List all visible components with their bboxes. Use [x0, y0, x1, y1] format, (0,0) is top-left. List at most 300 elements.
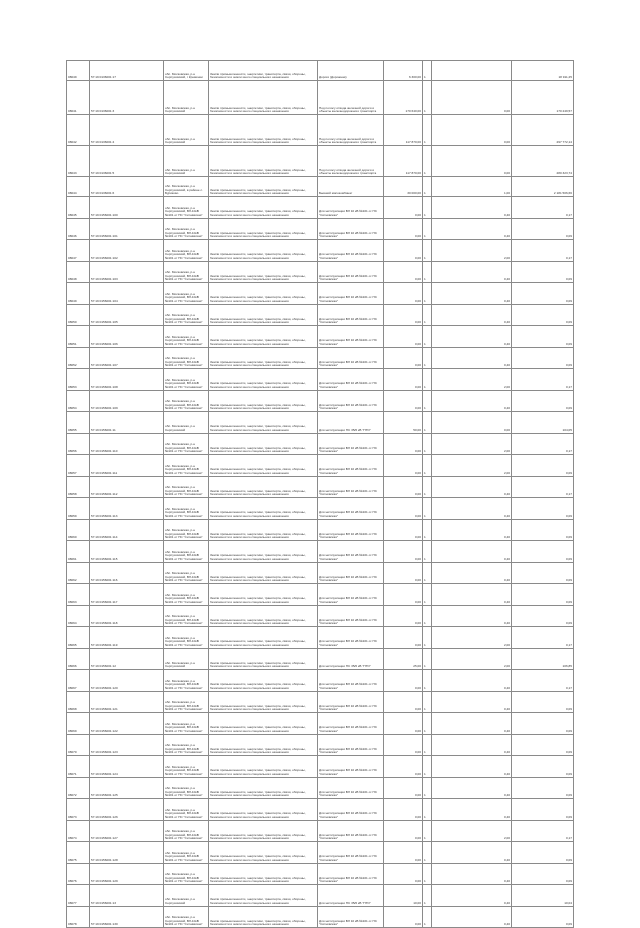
cell-row-id: 08060 — [67, 519, 90, 541]
cell-land-category: Земли промышленности, энергетики, транспорта, связи, обороны, безопасности и земли иного специального назначения — [209, 648, 318, 670]
cell-location: обл. Московская, р-н Серпуховский, ВЛ-10кВ №101 от ПС "Ситнёвская" — [164, 369, 209, 391]
cell-rate: 1 — [423, 713, 432, 735]
cell-permitted-use: Для эксплуатации ВЛ 10 кВ №101 от ПС "Ситнёвская" — [318, 433, 384, 455]
cell-location: обл. Московская, р-н Серпуховский, ВЛ-10кВ №101 от ПС "Ситнёвская" — [164, 347, 209, 369]
registry-table — [66, 60, 574, 928]
cell-row-id: 08065 — [67, 627, 90, 649]
cell-rate: 1 — [423, 648, 432, 670]
cell-area: 0,00 — [384, 713, 423, 735]
cell-land-category: Земли промышленности, энергетики, транспорта, связи, обороны, безопасности и земли иного специального назначения — [209, 713, 318, 735]
cell-rate: 1 — [423, 177, 432, 197]
cell-area: 0,00 — [384, 519, 423, 541]
cell-tax-base: 2,00 — [432, 627, 512, 649]
cell-permitted-use: Для эксплуатации ВЛ 10 кВ №101 от ПС "Ситнёвская" — [318, 756, 384, 778]
cell-tax-amount: 0,17 — [512, 476, 574, 498]
cell-location: обл. Московская, р-н Серпуховский, ВЛ-10кВ №101 от ПС "Ситнёвская" — [164, 562, 209, 584]
cell-rate: 1 — [423, 777, 432, 799]
cell-cadastral-number: 57:19:0156001:101 — [90, 218, 164, 240]
cell-area: 0,00 — [384, 541, 423, 563]
cell-location: обл. Московская, р-н Серпуховский, ВЛ-10кВ №101 от ПС "Ситнёвская" — [164, 605, 209, 627]
cell-area: 0,00 — [384, 240, 423, 262]
cell-area: 0,00 — [384, 197, 423, 219]
cell-cadastral-number: 57:19:0136001:4 — [90, 115, 164, 146]
cell-row-id: 08072 — [67, 777, 90, 799]
table-row — [67, 820, 574, 842]
cell-land-category: Земли промышленности, энергетики, транспорта, связи, обороны, безопасности и земли иного специального назначения — [209, 842, 318, 864]
table-row — [67, 240, 574, 262]
cell-tax-amount: 0,09 — [512, 347, 574, 369]
cell-cadastral-number: 57:19:0156001:109 — [90, 390, 164, 412]
cell-permitted-use: Для эксплуатации ВЛ 10 кВ №101 от ПС "Ситнёвская" — [318, 498, 384, 520]
cell-area: 6 300,00 — [384, 61, 423, 81]
table-row — [67, 885, 574, 907]
cell-tax-amount: 0,17 — [512, 433, 574, 455]
table-row — [67, 347, 574, 369]
cell-land-category: Земли промышленности, энергетики, транспорта, связи, обороны, безопасности и земли иного специального назначения — [209, 61, 318, 81]
table-row — [67, 906, 574, 928]
cell-permitted-use: Для эксплуатации ВЛ 10 кВ №101 от ПС "Ситнёвская" — [318, 584, 384, 606]
cell-land-category: Земли промышленности, энергетики, транспорта, связи, обороны, безопасности и земли иного специального назначения — [209, 584, 318, 606]
cell-rate: 1 — [423, 885, 432, 907]
cell-location: обл. Московская, р-н Серпуховский, ВЛ-10кВ №101 от ПС "Ситнёвская" — [164, 541, 209, 563]
cell-permitted-use: Для эксплуатации ВЛ 10 кВ №101 от ПС "Ситнёвская" — [318, 777, 384, 799]
cell-location: обл. Московская, р-н Серпуховский, ВЛ-10кВ №101 от ПС "Ситнёвская" — [164, 519, 209, 541]
cell-rate: 1 — [423, 61, 432, 81]
cell-location: обл. Московская, р-н Серпуховский, ВЛ-10кВ №101 от ПС "Ситнёвская" — [164, 455, 209, 477]
cell-tax-amount: 0,09 — [512, 519, 574, 541]
table-row — [67, 261, 574, 283]
cell-tax-amount: 0,09 — [512, 218, 574, 240]
cell-row-id: 08042 — [67, 115, 90, 146]
cell-land-category: Земли промышленности, энергетики, транспорта, связи, обороны, безопасности и земли иного специального назначения — [209, 197, 318, 219]
cell-tax-amount: 0,17 — [512, 240, 574, 262]
cell-area: 10,00 — [384, 885, 423, 907]
cell-permitted-use: Для эксплуатации ВЛ 10 кВ №101 от ПС "Ситнёвская" — [318, 304, 384, 326]
cell-tax-base: 0,40 — [432, 326, 512, 348]
cell-cadastral-number: 57:19:0156001:121 — [90, 691, 164, 713]
table-row — [67, 412, 574, 434]
cell-location: обл. Московская, р-н Серпуховский — [164, 146, 209, 177]
table-row — [67, 863, 574, 885]
cell-tax-base: 0,00 — [432, 115, 512, 146]
cell-row-id: 08045 — [67, 197, 90, 219]
cell-row-id: 08046 — [67, 218, 90, 240]
cell-cadastral-number: 57:19:0156001:124 — [90, 756, 164, 778]
table-row — [67, 177, 574, 197]
cell-cadastral-number: 57:19:0156001:104 — [90, 283, 164, 305]
cell-rate: 1 — [423, 326, 432, 348]
table-row — [67, 326, 574, 348]
cell-rate: 1 — [423, 197, 432, 219]
cell-cadastral-number: 57:19:0156001:127 — [90, 820, 164, 842]
cell-tax-base: 0,40 — [432, 777, 512, 799]
cell-location: обл. Московская, р-н Серпуховский, ВЛ-10кВ №101 от ПС "Ситнёвская" — [164, 283, 209, 305]
cell-land-category: Земли промышленности, энергетики, транспорта, связи, обороны, безопасности и земли иного специального назначения — [209, 218, 318, 240]
cell-area: 0,00 — [384, 670, 423, 692]
cell-area: 0,00 — [384, 476, 423, 498]
cell-area: 0,00 — [384, 691, 423, 713]
cell-tax-base: 0,40 — [432, 519, 512, 541]
cell-permitted-use: Для эксплуатации ВЛ 10 кВ №101 от ПС "Ситнёвская" — [318, 476, 384, 498]
cell-tax-base: 0,40 — [432, 799, 512, 821]
cell-area: 0,00 — [384, 863, 423, 885]
cell-row-id: 08049 — [67, 61, 90, 81]
table-row — [67, 541, 574, 563]
cell-area: 0,00 — [384, 842, 423, 864]
cell-location: обл. Московская, р-н Серпуховский, ВЛ-10кВ №101 от ПС "Ситнёвская" — [164, 240, 209, 262]
cell-land-category: Земли промышленности, энергетики, транспорта, связи, обороны, безопасности и земли иного специального назначения — [209, 906, 318, 928]
cell-cadastral-number: 57:19:0156001:113 — [90, 498, 164, 520]
cell-tax-amount: 106,85 — [512, 648, 574, 670]
cell-location: обл. Московская, р-н Серпуховский, ВЛ-10кВ №101 от ПС "Ситнёвская" — [164, 863, 209, 885]
cell-permitted-use: Для эксплуатации ВЛ 10 кВ №101 от ПС "Ситнёвская" — [318, 605, 384, 627]
table-row — [67, 81, 574, 115]
cell-land-category: Земли промышленности, энергетики, транспорта, связи, обороны, безопасности и земли иного специального назначения — [209, 562, 318, 584]
cell-location: обл. Московская, р-н Серпуховский — [164, 885, 209, 907]
cell-tax-amount: 0,17 — [512, 627, 574, 649]
cell-rate: 1 — [423, 734, 432, 756]
cell-permitted-use: Для эксплуатации ВЛ 10 кВ №101 от ПС "Ситнёвская" — [318, 713, 384, 735]
cell-rate: 1 — [423, 369, 432, 391]
cell-tax-amount: 0,17 — [512, 369, 574, 391]
cell-area: 0,00 — [384, 906, 423, 928]
cell-permitted-use: Для эксплуатации ВЛ 10 кВ №101 от ПС "Ситнёвская" — [318, 455, 384, 477]
cell-permitted-use: Для эксплуатации ВЛ 10 кВ №101 от ПС "Ситнёвская" — [318, 863, 384, 885]
cell-tax-base: 0,40 — [432, 734, 512, 756]
cell-tax-amount: 0,09 — [512, 498, 574, 520]
cell-area: 0,00 — [384, 304, 423, 326]
cell-cadastral-number: 57:19:0156001:128 — [90, 842, 164, 864]
table-row — [67, 691, 574, 713]
cell-permitted-use: Для эксплуатации ВЛ 10 кВ №101 от ПС "Ситнёвская" — [318, 799, 384, 821]
cell-location: обл. Московская, р-н Серпуховский, ВЛ-10кВ №101 от ПС "Ситнёвская" — [164, 390, 209, 412]
cell-tax-amount: 0,09 — [512, 842, 574, 864]
cell-cadastral-number: 57:19:0156001:108 — [90, 369, 164, 391]
cell-rate: 1 — [423, 799, 432, 821]
cell-row-id: 08074 — [67, 820, 90, 842]
cell-land-category: Земли промышленности, энергетики, транспорта, связи, обороны, безопасности и земли иного специального назначения — [209, 304, 318, 326]
cell-land-category: Земли промышленности, энергетики, транспорта, связи, обороны, безопасности и земли иного специального назначения — [209, 347, 318, 369]
cell-location: обл. Московская, р-н Серпуховский, ВЛ-10кВ №101 от ПС "Ситнёвская" — [164, 799, 209, 821]
cell-land-category: Земли промышленности, энергетики, транспорта, связи, обороны, безопасности и земли иного специального назначения — [209, 369, 318, 391]
cell-land-category: Земли промышленности, энергетики, транспорта, связи, обороны, безопасности и земли иного специального назначения — [209, 412, 318, 434]
cell-land-category: Земли промышленности, энергетики, транспорта, связи, обороны, безопасности и земли иного специального назначения — [209, 863, 318, 885]
cell-location: обл. Московская, р-н Серпуховский, ВЛ-10кВ №101 от ПС "Ситнёвская" — [164, 197, 209, 219]
cell-permitted-use: Под полосу отвода железной дороги и объекты железнодорожного транспорта — [318, 115, 384, 146]
cell-permitted-use: Для эксплуатации ВЛ 10 кВ №101 от ПС "Ситнёвская" — [318, 369, 384, 391]
cell-tax-amount: 0,09 — [512, 734, 574, 756]
table-row — [67, 197, 574, 219]
table-row — [67, 390, 574, 412]
cell-row-id: 08064 — [67, 605, 90, 627]
cell-tax-amount: 0,09 — [512, 799, 574, 821]
table-row — [67, 283, 574, 305]
cell-cadastral-number: 57:19:0156001:126 — [90, 799, 164, 821]
cell-permitted-use: Для эксплуатации ВЛ 10 кВ №101 от ПС "Ситнёвская" — [318, 218, 384, 240]
cell-row-id: 08078 — [67, 906, 90, 928]
cell-tax-amount: 0,09 — [512, 713, 574, 735]
table-row — [67, 648, 574, 670]
cell-row-id: 08066 — [67, 648, 90, 670]
table-row — [67, 562, 574, 584]
cell-land-category: Земли промышленности, энергетики, транспорта, связи, обороны, безопасности и земли иного специального назначения — [209, 390, 318, 412]
cell-row-id: 08076 — [67, 863, 90, 885]
cell-cadastral-number: 57:19:0136001:5 — [90, 146, 164, 177]
cell-tax-base: 0,40 — [432, 691, 512, 713]
cell-permitted-use: Для эксплуатации ВЛ 10 кВ №101 от ПС "Ситнёвская" — [318, 519, 384, 541]
cell-permitted-use: Для эксплуатации ВЛ 10 кВ №101 от ПС "Ситнёвская" — [318, 347, 384, 369]
cell-cadastral-number: 57:19:0156001:116 — [90, 562, 164, 584]
table-row — [67, 304, 574, 326]
cell-row-id: 08067 — [67, 670, 90, 692]
cell-permitted-use: Для эксплуатации ПС 35/6 кВ "ПТО" — [318, 648, 384, 670]
cell-cadastral-number: 57:19:0156001:118 — [90, 605, 164, 627]
cell-area: 0,00 — [384, 605, 423, 627]
cell-cadastral-number: 57:19:0156001:115 — [90, 541, 164, 563]
cell-tax-base: 0,40 — [432, 842, 512, 864]
cell-land-category: Земли промышленности, энергетики, транспорта, связи, обороны, безопасности и земли иного специального назначения — [209, 799, 318, 821]
cell-land-category: Земли промышленности, энергетики, транспорта, связи, обороны, безопасности и земли иного специального назначения — [209, 261, 318, 283]
cell-location: обл. Московская, р-н Серпуховский, ВЛ-10кВ №101 от ПС "Ситнёвская" — [164, 584, 209, 606]
cell-row-id: 08071 — [67, 756, 90, 778]
cell-tax-base: 0,00 — [432, 412, 512, 434]
table-row — [67, 146, 574, 177]
cell-area: 30 000,00 — [384, 177, 423, 197]
cell-rate: 1 — [423, 347, 432, 369]
cell-land-category: Земли промышленности, энергетики, транспорта, связи, обороны, безопасности и земли иного специального назначения — [209, 885, 318, 907]
cell-permitted-use: Для эксплуатации ВЛ 10 кВ №101 от ПС "Ситнёвская" — [318, 240, 384, 262]
cell-location: обл. Московская, р-н Серпуховский, ВЛ-10кВ №101 от ПС "Ситнёвская" — [164, 734, 209, 756]
table-row — [67, 605, 574, 627]
cell-location: обл. Московская, р-н Серпуховский — [164, 81, 209, 115]
cell-tax-base: 0,40 — [432, 713, 512, 735]
table-row — [67, 433, 574, 455]
cell-tax-amount: 0,17 — [512, 820, 574, 842]
cell-land-category: Земли промышленности, энергетики, транспорта, связи, обороны, безопасности и земли иного специального назначения — [209, 81, 318, 115]
cell-land-category: Земли промышленности, энергетики, транспорта, связи, обороны, безопасности и земли иного специального назначения — [209, 433, 318, 455]
cell-tax-base: 0,40 — [432, 541, 512, 563]
cell-tax-base: 0,40 — [432, 562, 512, 584]
cell-land-category: Земли промышленности, энергетики, транспорта, связи, обороны, безопасности и земли иного специального назначения — [209, 627, 318, 649]
cell-cadastral-number: 57:19:0156001:13 — [90, 885, 164, 907]
cell-area: 0,00 — [384, 326, 423, 348]
cell-cadastral-number: 57:19:0156001:125 — [90, 777, 164, 799]
cell-tax-amount: 0,09 — [512, 455, 574, 477]
cell-tax-amount: 0,09 — [512, 756, 574, 778]
table-row — [67, 842, 574, 864]
cell-permitted-use: Для эксплуатации ВЛ 10 кВ №101 от ПС "Ситнёвская" — [318, 691, 384, 713]
cell-area: 0,00 — [384, 820, 423, 842]
cell-permitted-use: Для эксплуатации ВЛ 10 кВ №101 от ПС "Ситнёвская" — [318, 390, 384, 412]
cell-tax-base: 0,00 — [432, 81, 512, 115]
table-row — [67, 777, 574, 799]
cell-tax-amount: 10,04 — [512, 885, 574, 907]
cell-permitted-use: Для эксплуатации ВЛ 10 кВ №101 от ПС "Ситнёвская" — [318, 842, 384, 864]
cell-tax-amount: 0,09 — [512, 304, 574, 326]
cell-tax-base: 0,40 — [432, 218, 512, 240]
cell-rate: 1 — [423, 519, 432, 541]
cell-land-category: Земли промышленности, энергетики, транспорта, связи, обороны, безопасности и земли иного специального назначения — [209, 326, 318, 348]
table-row — [67, 115, 574, 146]
cell-row-id: 08043 — [67, 146, 90, 177]
cell-permitted-use: Для эксплуатации ВЛ 10 кВ №101 от ПС "Ситнёвская" — [318, 734, 384, 756]
cell-rate: 1 — [423, 498, 432, 520]
cell-area: 0,00 — [384, 455, 423, 477]
cell-row-id: 08058 — [67, 476, 90, 498]
cell-permitted-use: Для эксплуатации ВЛ 10 кВ №101 от ПС "Ситнёвская" — [318, 562, 384, 584]
cell-rate: 1 — [423, 146, 432, 177]
cell-location: обл. Московская, р-н Серпуховский — [164, 412, 209, 434]
cell-cadastral-number: 57:19:0136001:6 — [90, 177, 164, 197]
cell-row-id: 08051 — [67, 326, 90, 348]
table-row — [67, 498, 574, 520]
cell-cadastral-number: 57:19:0156001:105 — [90, 304, 164, 326]
cell-land-category: Земли промышленности, энергетики, транспорта, связи, обороны, безопасности и земли иного специального назначения — [209, 146, 318, 177]
cell-tax-amount: 0,09 — [512, 283, 574, 305]
cell-tax-amount: 0,09 — [512, 605, 574, 627]
cell-tax-amount: 104,05 — [512, 412, 574, 434]
cell-rate: 1 — [423, 562, 432, 584]
cell-tax-base: 0,40 — [432, 906, 512, 928]
cell-area: 0,00 — [384, 584, 423, 606]
cell-row-id: 08047 — [67, 240, 90, 262]
cell-tax-base: 2,00 — [432, 369, 512, 391]
cell-rate: 1 — [423, 240, 432, 262]
cell-location: обл. Московская, р-н Серпуховский, ВЛ-10кВ №101 от ПС "Ситнёвская" — [164, 691, 209, 713]
cell-cadastral-number: 57:19:0136001:17 — [90, 61, 164, 81]
cell-land-category: Земли промышленности, энергетики, транспорта, связи, обороны, безопасности и земли иного специального назначения — [209, 455, 318, 477]
cell-land-category: Земли промышленности, энергетики, транспорта, связи, обороны, безопасности и земли иного специального назначения — [209, 691, 318, 713]
cell-location: обл. Московская, р-н Серпуховский, ВЛ-10кВ №101 от ПС "Ситнёвская" — [164, 304, 209, 326]
table-row — [67, 713, 574, 735]
cell-cadastral-number: 57:19:0156001:106 — [90, 326, 164, 348]
cell-location: обл. Московская, р-н Серпуховский, ВЛ-10кВ №101 от ПС "Ситнёвская" — [164, 670, 209, 692]
cell-area: 0,00 — [384, 347, 423, 369]
cell-cadastral-number: 57:19:0156001:112 — [90, 476, 164, 498]
cell-area: 0,00 — [384, 756, 423, 778]
cell-rate: 1 — [423, 584, 432, 606]
cell-tax-amount: 0,09 — [512, 261, 574, 283]
cell-land-category: Земли промышленности, энергетики, транспорта, связи, обороны, безопасности и земли иного специального назначения — [209, 541, 318, 563]
cell-cadastral-number: 57:19:0156001:130 — [90, 906, 164, 928]
cell-location: обл. Московская, р-н Серпуховский — [164, 115, 209, 146]
cell-tax-base: 0,40 — [432, 584, 512, 606]
cell-area: 0,00 — [384, 627, 423, 649]
cell-cadastral-number: 57:19:0156001:12 — [90, 648, 164, 670]
cell-tax-base: 2,00 — [432, 820, 512, 842]
cell-rate: 1 — [423, 605, 432, 627]
cell-row-id: 08075 — [67, 842, 90, 864]
cell-area: 117 870,00 — [384, 115, 423, 146]
table-row — [67, 584, 574, 606]
cell-tax-amount: 280 323,74 — [512, 146, 574, 177]
cell-location: обл. Московская, р-н Серпуховский — [164, 648, 209, 670]
cell-row-id: 08073 — [67, 799, 90, 821]
cell-location: обл. Московская, р-н Серпуховский, ВЛ-10кВ №101 от ПС "Ситнёвская" — [164, 218, 209, 240]
cell-location: обл. Московская, р-н Серпуховский, ВЛ-10кВ №101 от ПС "Ситнёвская" — [164, 433, 209, 455]
cell-rate: 1 — [423, 691, 432, 713]
cell-rate: 1 — [423, 820, 432, 842]
cell-tax-base: 0,40 — [432, 261, 512, 283]
cell-rate: 1 — [423, 390, 432, 412]
cell-cadastral-number: 57:19:0156001:102 — [90, 240, 164, 262]
cell-row-id: 08062 — [67, 562, 90, 584]
cell-tax-amount: 0,09 — [512, 863, 574, 885]
cell-permitted-use: Под полосу отвода железной дороги и объекты железнодорожного транспорта — [318, 81, 384, 115]
cell-land-category: Земли промышленности, энергетики, транспорта, связи, обороны, безопасности и земли иного специального назначения — [209, 777, 318, 799]
cell-tax-base: 0,00 — [432, 146, 512, 177]
cell-cadastral-number: 57:19:0156001:111 — [90, 455, 164, 477]
cell-rate: 1 — [423, 218, 432, 240]
cell-rate: 1 — [423, 541, 432, 563]
cell-cadastral-number: 57:19:0156001:103 — [90, 261, 164, 283]
cell-tax-base: 0,40 — [432, 197, 512, 219]
cell-location: обл. Московская, р-н Серпуховский, ВЛ-10кВ №101 от ПС "Ситнёвская" — [164, 713, 209, 735]
cell-cadastral-number: 57:19:0156001:119 — [90, 627, 164, 649]
cell-permitted-use: Бывший мясокомбинат — [318, 177, 384, 197]
cell-tax-base: 0,40 — [432, 605, 512, 627]
cell-land-category: Земли промышленности, энергетики, транспорта, связи, обороны, безопасности и земли иного специального назначения — [209, 283, 318, 305]
cell-row-id: 08068 — [67, 691, 90, 713]
table-row — [67, 476, 574, 498]
cell-tax-base: 2,00 — [432, 648, 512, 670]
cell-rate: 1 — [423, 115, 432, 146]
cell-cadastral-number: 57:19:0156001:100 — [90, 197, 164, 219]
cell-tax-amount: 0,09 — [512, 562, 574, 584]
cell-permitted-use: Для эксплуатации ВЛ 10 кВ №101 от ПС "Ситнёвская" — [318, 627, 384, 649]
cell-rate: 1 — [423, 304, 432, 326]
cell-cadastral-number: 57:19:0156001:122 — [90, 713, 164, 735]
cell-rate: 1 — [423, 433, 432, 455]
cell-rate: 1 — [423, 756, 432, 778]
cell-tax-base: 0,40 — [432, 670, 512, 692]
table-row — [67, 519, 574, 541]
cell-tax-amount: 170 249,57 — [512, 81, 574, 115]
cell-row-id: 08050 — [67, 304, 90, 326]
cell-location: обл. Московская, р-н Серпуховский, ВЛ-10кВ №101 от ПС "Ситнёвская" — [164, 820, 209, 842]
cell-tax-amount: 0,09 — [512, 691, 574, 713]
cell-land-category: Земли промышленности, энергетики, транспорта, связи, обороны, безопасности и земли иного специального назначения — [209, 498, 318, 520]
cell-rate: 1 — [423, 283, 432, 305]
cell-tax-base: 0,40 — [432, 390, 512, 412]
table-row — [67, 218, 574, 240]
cell-tax-amount: 18 911,25 — [512, 61, 574, 81]
cell-tax-amount: 297 772,14 — [512, 115, 574, 146]
cell-rate: 1 — [423, 81, 432, 115]
cell-cadastral-number: 57:19:0156001:11 — [90, 412, 164, 434]
cell-tax-amount: 0,09 — [512, 390, 574, 412]
cell-land-category: Земли промышленности, энергетики, транспорта, связи, обороны, безопасности и земли иного специального назначения — [209, 240, 318, 262]
cell-row-id: 08077 — [67, 885, 90, 907]
cell-permitted-use: Для эксплуатации ВЛ 10 кВ №101 от ПС "Ситнёвская" — [318, 261, 384, 283]
cell-rate: 1 — [423, 670, 432, 692]
cell-area: 50,00 — [384, 412, 423, 434]
cell-area: 0,00 — [384, 218, 423, 240]
cell-location: обл. Московская, р-н Серпуховский, ВЛ-10кВ №101 от ПС "Ситнёвская" — [164, 498, 209, 520]
cell-location: обл. Московская, р-н Серпуховский, ВЛ-10кВ №101 от ПС "Ситнёвская" — [164, 756, 209, 778]
cell-permitted-use: Для эксплуатации ВЛ 10 кВ №101 от ПС "Ситнёвская" — [318, 670, 384, 692]
cell-location: обл. Московская, р-н Серпуховский, г Кремёнки — [164, 61, 209, 81]
cell-land-category: Земли промышленности, энергетики, транспорта, связи, обороны, безопасности и земли иного специального назначения — [209, 177, 318, 197]
cell-tax-amount: 0,17 — [512, 670, 574, 692]
cell-tax-base: 2,00 — [432, 455, 512, 477]
cell-tax-amount: 0,09 — [512, 777, 574, 799]
cell-row-id: 08049 — [67, 283, 90, 305]
cell-tax-base: 2,00 — [432, 433, 512, 455]
cell-cadastral-number: 57:19:0156001:117 — [90, 584, 164, 606]
cell-tax-base: 0,40 — [432, 756, 512, 778]
cell-land-category: Земли промышленности, энергетики, транспорта, связи, обороны, безопасности и земли иного специального назначения — [209, 476, 318, 498]
